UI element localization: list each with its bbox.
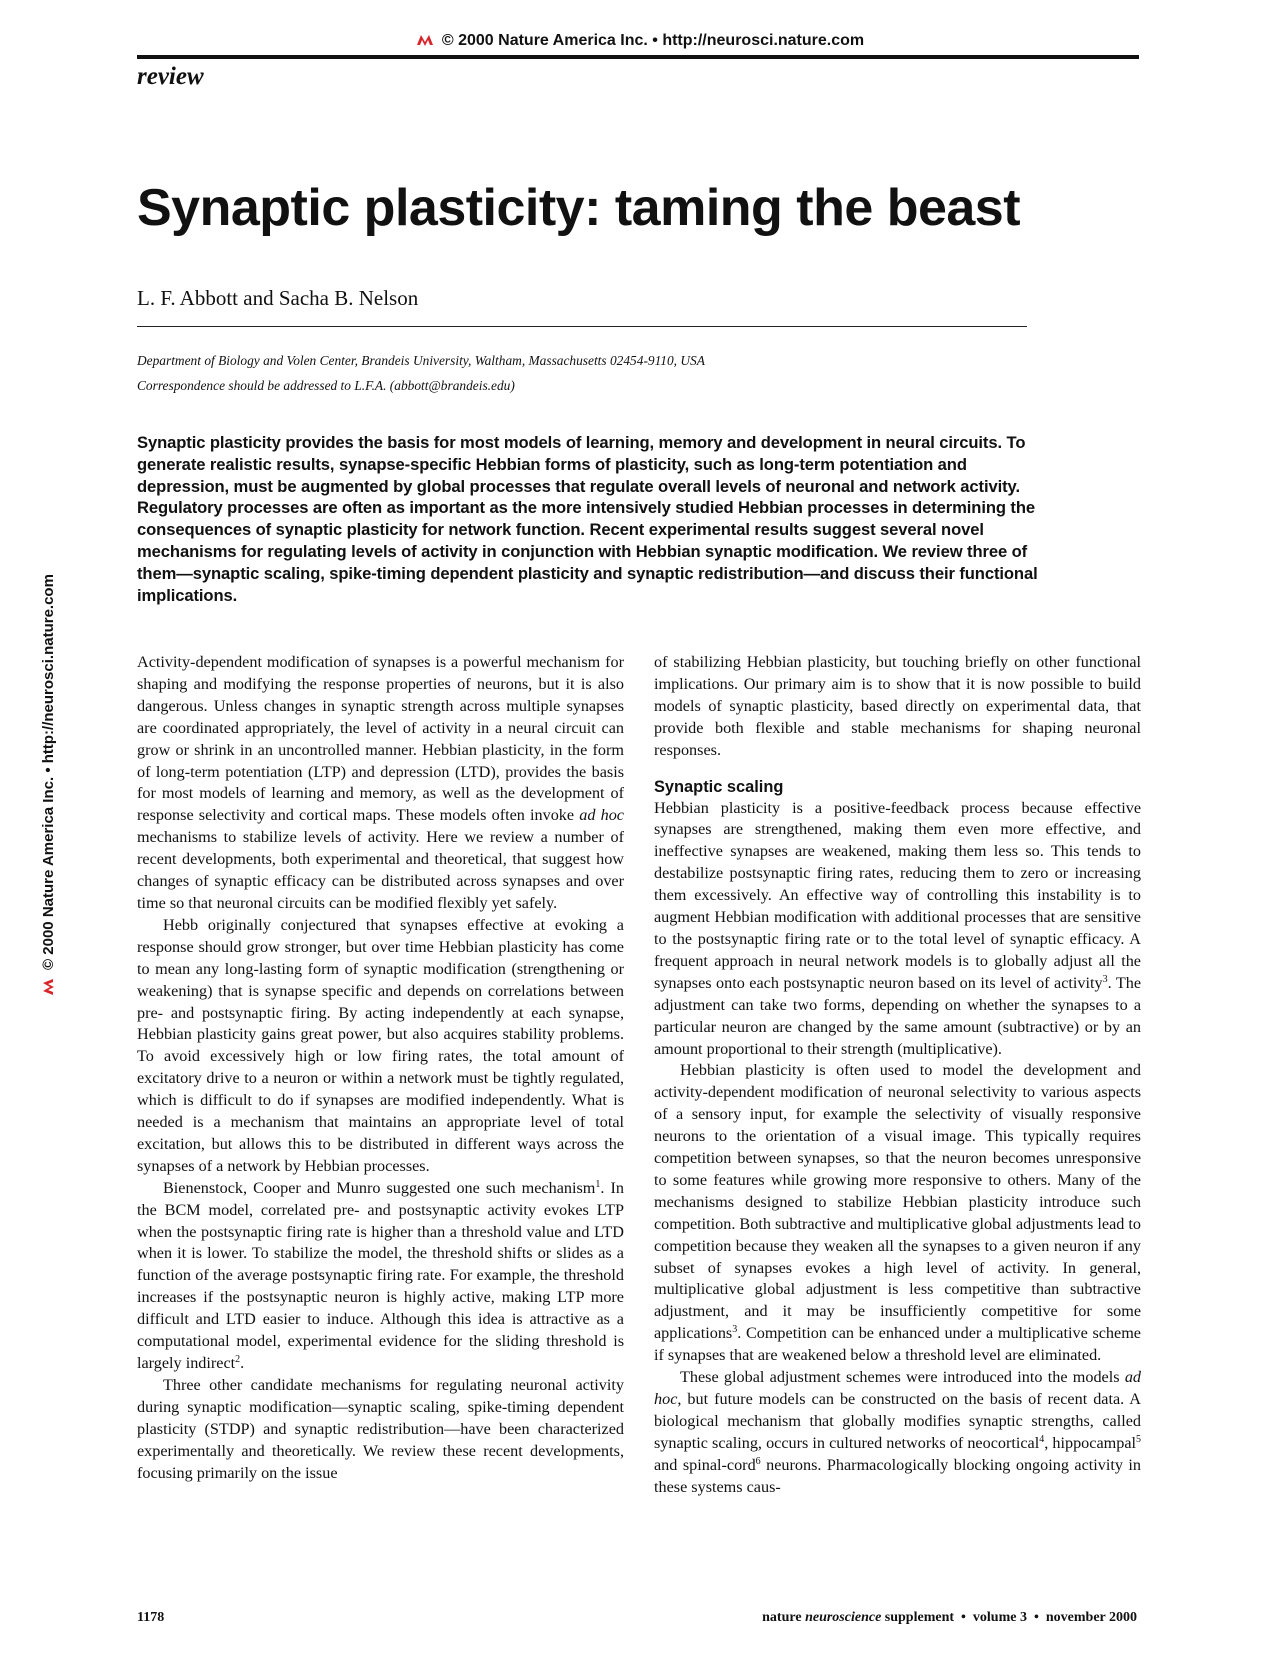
correspondence: Correspondence should be addressed to L.F.A. (abbott@brandeis.edu) xyxy=(137,378,515,393)
affiliation: Department of Biology and Volen Center, Brandeis University, Waltham, Massachusetts 02454-9110, USA xyxy=(137,353,705,368)
journal-footer: nature neuroscience supplement • volume 3 • november 2000 xyxy=(762,1610,1137,1625)
citation[interactable]: 3 xyxy=(732,1324,738,1336)
abstract xyxy=(137,432,1039,606)
paragraph: Hebbian plasticity is a positive-feedback process because effective synapses are strengthened, making them even more effective, and ineffective synapses are weakened, making them less so. This tends to destabilize postsynaptic firing rates, reducing them to zero or increasing them excessively. An effective way of controlling this instability is to augment Hebbian modification with additional processes that are sensitive to the postsynaptic firing rate or to the total level of synaptic efficacy. A frequent approach in neural network models is to globally adjust all the synapses onto each postsynaptic neuron based on its level of activity$^3$. The adjustment can take two forms, depending on whether the synapses to a particular neuron are changed by the same amount (subtractive) or by an amount proportional to their strength (multiplicative). xyxy=(654,798,1142,1058)
body-column-left xyxy=(137,652,624,1484)
author-rule xyxy=(137,326,1027,327)
copyright-header xyxy=(0,32,1280,50)
paragraph: Hebb originally conjectured that synapses effective at evoking a response should grow stronger, but over time Hebbian plasticity has come to mean any long-lasting form of synaptic modification (strengthening or weakening) that is synapse specific and depends on correlations between pre- and postsynaptic firing. By acting independently at each synapse, Hebbian plasticity gains great power, but also acquires stability problems. To avoid excessively high or low firing rates, the total amount of excitatory drive to a neuron or within a network must be tightly regulated, which is difficult to do if synapses are modified independently. What is needed is a mechanism that maintains an appropriate level of total excitation, but allows this to be distributed in different ways across the synapses of a network by Hebbian processes. xyxy=(137,915,624,1175)
section-heading: Synaptic scaling xyxy=(654,777,784,796)
paragraph: Bienenstock, Cooper and Munro suggested one such mechanism$^1$. In the BCM model, correlated pre- and postsynaptic activity evokes LTP when the postsynaptic firing rate is higher than a threshold value and LTD when it is lower. To stabilize the model, the threshold shifts or slides as a function of the average postsynaptic firing rate. For example, the threshold increases if the postsynaptic neuron is highly active, making LTP more difficult and LTD easier to induce. Although this idea is attractive as a computational model, experimental evidence for the sliding threshold is largely indirect$^2$. xyxy=(137,1178,625,1372)
citation[interactable]: 4 xyxy=(1039,1433,1045,1445)
header-rule xyxy=(137,55,1139,59)
publisher-logo-icon xyxy=(41,976,55,996)
article-title: Synaptic plasticity: taming the beast xyxy=(137,179,1021,237)
abstract-text: Synaptic plasticity provides the basis for most models of learning, memory and development in neural circuits. To generate realistic results, synapse-specific Hebbian forms of plasticity, such as long-term potentiation and depression, must be augmented by global processes that regulate overall levels of neuronal and network activity. Regulatory processes are often as important as the more intensively studied Hebbian processes in determining the consequences of synaptic plasticity for network function. Recent experimental results suggest several novel mechanisms for regulating levels of activity in conjunction with Hebbian synaptic modification. We review three of them—synaptic scaling, spike-timing dependent plasticity and synaptic redistribution—and discuss their functional implications. xyxy=(137,433,1038,605)
citation[interactable]: 2 xyxy=(235,1354,241,1365)
paragraph: Three other candidate mechanisms for regulating neuronal activity during synaptic modification—synaptic scaling, spike-timing dependent plasticity (STDP) and synaptic redistribution—have been characterized experimentally and theoretically. We review these recent developments, focusing primarily on the issue xyxy=(137,1375,624,1482)
body-column-right xyxy=(654,652,1141,1499)
side-notice-text: © 2000 Nature America Inc. • http://neurosci.nature.com xyxy=(40,574,57,970)
citation[interactable]: 3 xyxy=(1102,973,1108,985)
publisher-logo-icon xyxy=(416,33,436,47)
side-copyright-notice xyxy=(40,535,57,1035)
citation[interactable]: 1 xyxy=(595,1178,601,1190)
paragraph: These global adjustment schemes were introduced into the models ad hoc, but future models can be constructed on the basis of recent data. A biological mechanism that globally modifies synaptic strengths, called synaptic scaling, occurs in cultured networks of neocortical$^4$, hippocampal$^5$ and spinal-cord$^6$ neurons. Pharmacologically blocking ongoing activity in these systems caus- xyxy=(654,1368,1142,1496)
article-authors: L. F. Abbott and Sacha B. Nelson xyxy=(137,286,419,310)
copyright-text: © 2000 Nature America Inc. • http://neurosci.nature.com xyxy=(441,32,865,49)
paragraph: of stabilizing Hebbian plasticity, but touching briefly on other functional implications. Our primary aim is to show that it is now possible to build models of synaptic plasticity, based directly on experimental data, that provide both flexible and stable mechanisms for shaping neuronal responses. xyxy=(654,653,1141,759)
paragraph: Hebbian plasticity is often used to model the development and activity-dependent modification of neuronal selectivity to various aspects of a sensory input, for example the selectivity of visually responsive neurons to the orientation of a visual image. This typically requires competition between synapses, so that the neuron becomes unresponsive to some features while growing more responsive to others. Many of the mechanisms designed to stabilize Hebbian plasticity introduce such competition. Both subtractive and multiplicative global adjustments lead to competition because they weaken all the synapses to a given neuron if any subset of synapses evokes a high level of activity. In general, multiplicative global adjustment is less competitive than subtractive adjustment, and it may be insufficiently competitive for some applications$^3$. Competition can be enhanced under a multiplicative scheme if synapses that are weakened below a threshold level are eliminated. xyxy=(654,1061,1141,1365)
citation[interactable]: 5 xyxy=(1136,1433,1142,1445)
paragraph: Activity-dependent modification of synapses is a powerful mechanism for shaping and modifying the response properties of neurons, but it is also dangerous. Unless changes in synaptic strength across multiple synapses are coordinated appropriately, the level of activity in a neural circuit can grow or shrink in an uncontrolled manner. Hebbian plasticity, in the form of long-term potentiation (LTP) and depression (LTD), provides the basis for most models of learning and memory, as well as the development of response selectivity and cortical maps. These models often invoke ad hoc mechanisms to stabilize levels of activity. Here we review a number of recent developments, both experimental and theoretical, that suggest how changes of synaptic efficacy can be distributed across synapses and over time so that neuronal circuits can be modified flexibly yet safely. xyxy=(137,653,624,912)
section-label: review xyxy=(137,63,204,90)
page-number: 1178 xyxy=(137,1610,165,1625)
citation[interactable]: 6 xyxy=(755,1455,761,1467)
affiliation-block xyxy=(137,348,705,398)
